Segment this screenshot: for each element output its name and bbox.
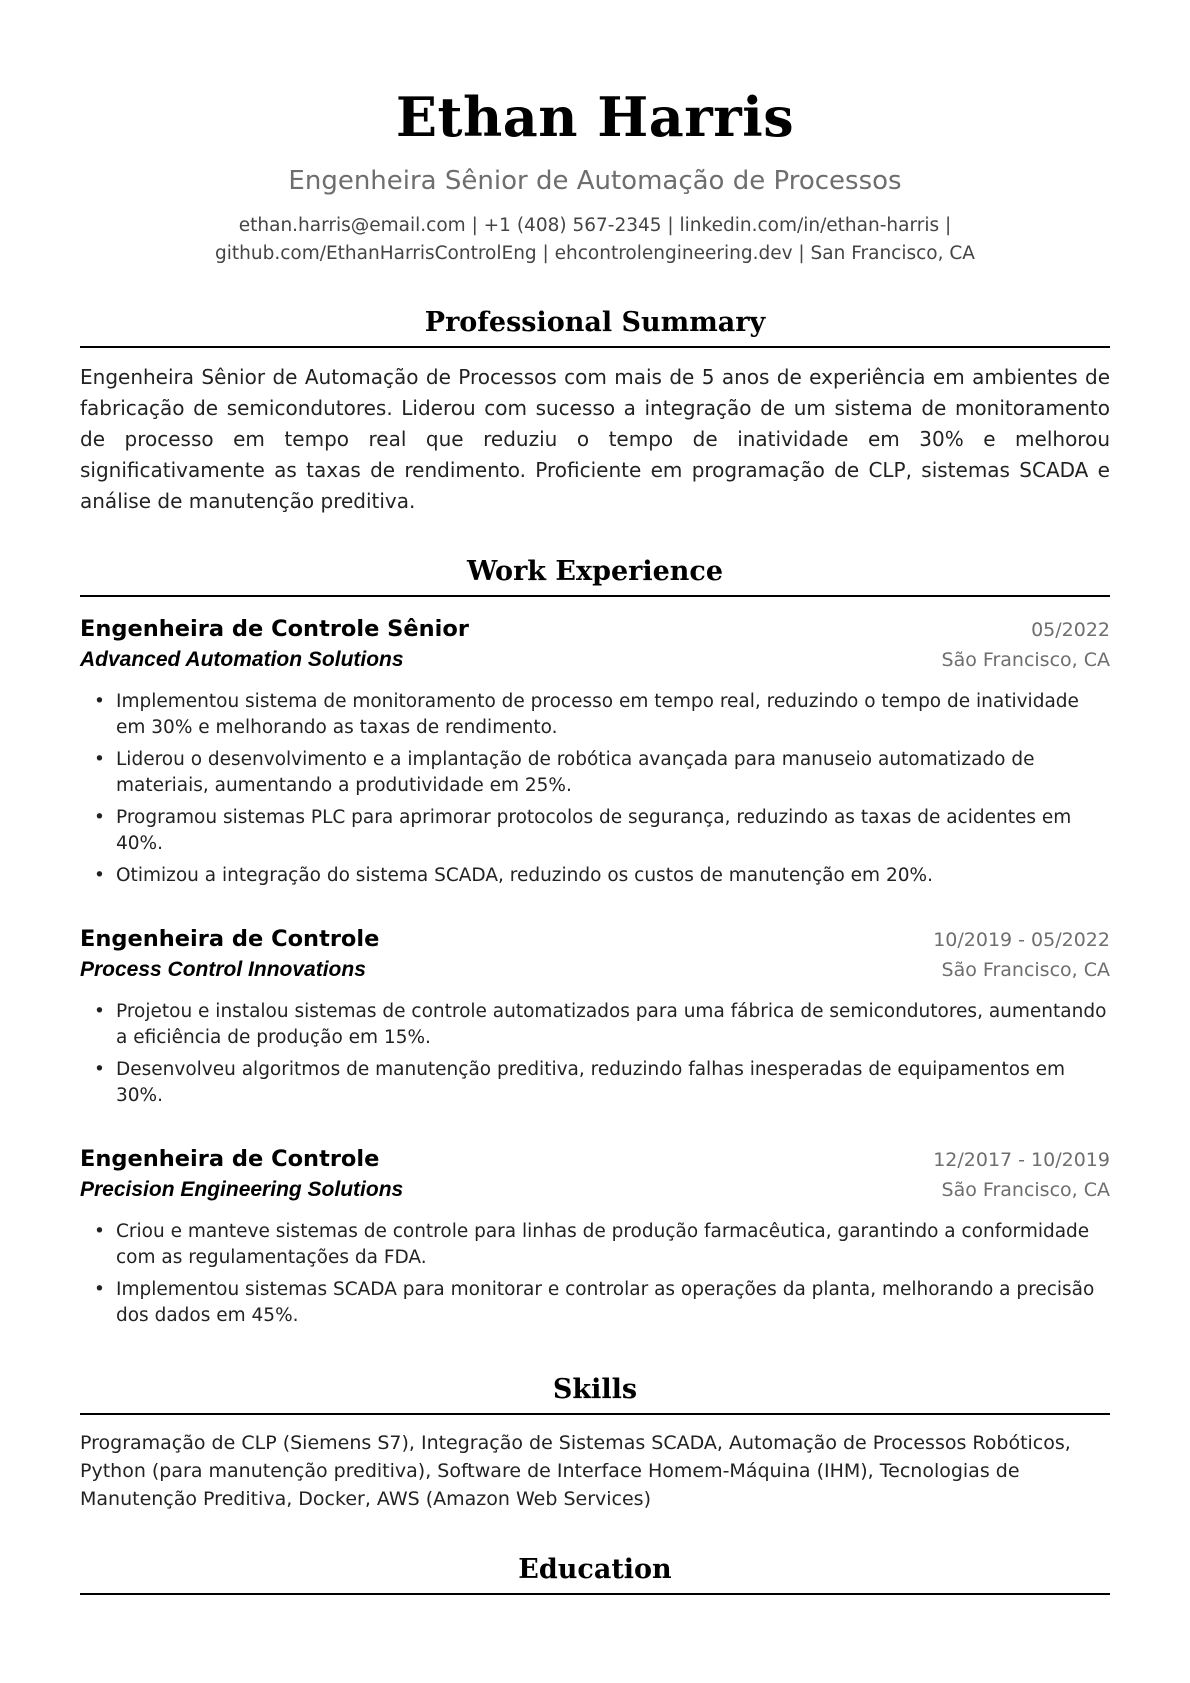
job-dates: 05/2022 [1031, 619, 1110, 641]
job-location: São Francisco, CA [941, 959, 1110, 981]
job-bullet: • Otimizou a integração do sistema SCADA, reduzindo os custos de manutenção em 20%. [116, 863, 1110, 889]
job-bullet: • Projetou e instalou sistemas de controle automatizados para uma fábrica de semicondutores, aumentando a eficiência de produção em 15%. [116, 999, 1110, 1051]
education-section [80, 1553, 1110, 1595]
job-dates: 12/2017 - 10/2019 [933, 1149, 1110, 1171]
contact-info [80, 212, 1110, 268]
contact-line-1: ethan.harris@email.com | +1 (408) 567-2345 | linkedin.com/in/ethan-harris | [238, 215, 952, 236]
job-bullet: • Implementou sistemas SCADA para monitorar e controlar as operações da planta, melhorando a precisão dos dados em 45%. [116, 1277, 1110, 1329]
job-bullet: • Criou e manteve sistemas de controle para linhas de produção farmacêutica, garantindo a conformidade com as regulamentações da FDA. [116, 1219, 1110, 1271]
skills-section [80, 1373, 1110, 1513]
job-dates: 10/2019 - 05/2022 [933, 929, 1110, 951]
job-bullet: • Implementou sistema de monitoramento de processo em tempo real, reduzindo o tempo de inatividade em 30% e melhorando as taxas de rendimento. [116, 689, 1110, 741]
section-title-experience: Work Experience [80, 555, 1110, 597]
summary-section [80, 306, 1110, 517]
job-company: Advanced Automation Solutions [80, 648, 404, 671]
section-title-summary: Professional Summary [80, 306, 1110, 348]
summary-text: Engenheira Sênior de Automação de Processos com mais de 5 anos de experiência em ambientes de fabricação de semicondutores. Liderou com sucesso a integração de um sistema de monitoramento de processo em tempo real que reduziu o tempo de inatividade em 30% e melhorou significativamente as taxas de rendimento. Proficiente em programação de CLP, sistemas SCADA e análise de manutenção preditiva. [80, 365, 1110, 513]
job-bullets [80, 1219, 1110, 1329]
contact-line-2: github.com/EthanHarrisControlEng | ehcontrolengineering.dev | San Francisco, CA [215, 243, 975, 264]
job-title: Engenheira de Controle [80, 1146, 380, 1172]
job-header-row [80, 613, 1110, 645]
job-company: Precision Engineering Solutions [80, 1178, 404, 1201]
job-company-row [80, 1175, 1110, 1205]
candidate-role: Engenheira Sênior de Automação de Processos [288, 166, 902, 196]
experience-section [80, 555, 1110, 1329]
job-company-row [80, 645, 1110, 675]
resume-header [80, 0, 1110, 268]
job-header-row [80, 1143, 1110, 1175]
job-bullet: • Programou sistemas PLC para aprimorar protocolos de segurança, reduzindo as taxas de acidentes em 40%. [116, 805, 1110, 857]
section-title-education: Education [80, 1553, 1110, 1595]
job-bullet: • Liderou o desenvolvimento e a implantação de robótica avançada para manuseio automatizado de materiais, aumentando a produtividade em 25%. [116, 747, 1110, 799]
job-location: São Francisco, CA [941, 1179, 1110, 1201]
job-title: Engenheira de Controle [80, 926, 380, 952]
job-location: São Francisco, CA [941, 649, 1110, 671]
job-header-row [80, 923, 1110, 955]
job-entry [80, 923, 1110, 1109]
job-company-row [80, 955, 1110, 985]
job-entry [80, 613, 1110, 889]
section-title-skills: Skills [80, 1373, 1110, 1415]
candidate-name: Ethan Harris [395, 85, 795, 149]
job-bullets [80, 999, 1110, 1109]
job-title: Engenheira de Controle Sênior [80, 616, 469, 642]
job-company: Process Control Innovations [80, 958, 366, 981]
job-bullet: • Desenvolveu algoritmos de manutenção preditiva, reduzindo falhas inesperadas de equipamentos em 30%. [116, 1057, 1110, 1109]
job-entry [80, 1143, 1110, 1329]
job-bullets [80, 689, 1110, 889]
skills-text: Programação de CLP (Siemens S7), Integração de Sistemas SCADA, Automação de Processos Robóticos, Python (para manutenção preditiva), Software de Interface Homem-Máquina (IHM), Tecnologias de Manutenção Preditiva, Docker, AWS (Amazon Web Services) [80, 1432, 1071, 1510]
